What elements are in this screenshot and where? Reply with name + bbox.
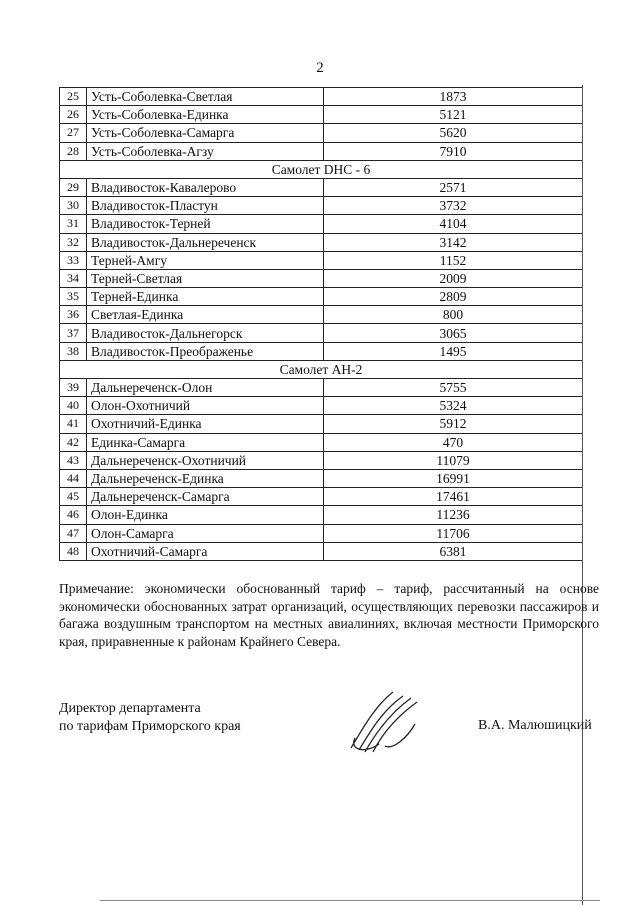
route-name: Владивосток-Преображенье xyxy=(87,342,324,360)
tariff-value: 11706 xyxy=(324,524,583,542)
tariff-value: 470 xyxy=(324,433,583,451)
row-number: 29 xyxy=(60,178,87,196)
row-number: 27 xyxy=(60,124,87,142)
route-name: Владивосток-Пластун xyxy=(87,197,324,215)
signer-position-line1: Директор департамента xyxy=(59,701,201,716)
route-name: Терней-Единка xyxy=(87,288,324,306)
row-number: 26 xyxy=(60,106,87,124)
table-row xyxy=(60,433,583,451)
table-row xyxy=(60,288,583,306)
table-row xyxy=(60,524,583,542)
scan-margin-line xyxy=(582,85,583,905)
route-name: Охотничий-Единка xyxy=(87,415,324,433)
tariff-value: 5755 xyxy=(324,379,583,397)
row-number: 45 xyxy=(60,488,87,506)
section-header-row xyxy=(60,160,583,178)
signer-position-line2: по тарифам Приморского края xyxy=(59,719,241,734)
route-name: Терней-Амгу xyxy=(87,251,324,269)
route-name: Олон-Самарга xyxy=(87,524,324,542)
tariff-value: 7910 xyxy=(324,142,583,160)
tariff-value: 11079 xyxy=(324,451,583,469)
section-header: Самолет АН-2 xyxy=(60,360,583,378)
table-row xyxy=(60,215,583,233)
row-number: 36 xyxy=(60,306,87,324)
table-row xyxy=(60,379,583,397)
route-name: Охотничий-Самарга xyxy=(87,542,324,560)
tariff-value: 3065 xyxy=(324,324,583,342)
row-number: 41 xyxy=(60,415,87,433)
tariff-value: 3732 xyxy=(324,197,583,215)
table-row xyxy=(60,233,583,251)
row-number: 37 xyxy=(60,324,87,342)
row-number: 28 xyxy=(60,142,87,160)
row-number: 48 xyxy=(60,542,87,560)
route-name: Терней-Светлая xyxy=(87,269,324,287)
tariff-value: 1873 xyxy=(324,88,583,106)
tariff-value: 2809 xyxy=(324,288,583,306)
table-row xyxy=(60,124,583,142)
table-row xyxy=(60,142,583,160)
route-name: Усть-Соболевка-Единка xyxy=(87,106,324,124)
table-row xyxy=(60,506,583,524)
tariff-value: 2571 xyxy=(324,178,583,196)
route-name: Усть-Соболевка-Светлая xyxy=(87,88,324,106)
route-name: Владивосток-Дальнегорск xyxy=(87,324,324,342)
tariff-value: 1152 xyxy=(324,251,583,269)
tariff-value: 17461 xyxy=(324,488,583,506)
table-row xyxy=(60,178,583,196)
row-number: 44 xyxy=(60,469,87,487)
tariff-value: 800 xyxy=(324,306,583,324)
tariff-value: 3142 xyxy=(324,233,583,251)
page-number: 2 xyxy=(316,60,324,76)
table-row xyxy=(60,106,583,124)
section-header-row xyxy=(60,360,583,378)
table-row xyxy=(60,306,583,324)
route-name: Дальнереченск-Единка xyxy=(87,469,324,487)
row-number: 46 xyxy=(60,506,87,524)
table-row xyxy=(60,251,583,269)
table-row xyxy=(60,269,583,287)
tariff-table xyxy=(59,87,583,561)
table-row xyxy=(60,324,583,342)
route-name: Владивосток-Терней xyxy=(87,215,324,233)
tariff-value: 5620 xyxy=(324,124,583,142)
row-number: 35 xyxy=(60,288,87,306)
row-number: 40 xyxy=(60,397,87,415)
tariff-value: 16991 xyxy=(324,469,583,487)
row-number: 30 xyxy=(60,197,87,215)
table-row xyxy=(60,342,583,360)
note-paragraph: Примечание: экономически обоснованный тариф – тариф, рассчитанный на основе экономически обоснованных затрат организаций, осуществляющих перевозки пассажиров и багажа воздушным транспортом на местных авиалиниях, включая местности Приморского края, приравненные к районам Крайнего Севера. xyxy=(59,581,599,649)
signer-name: В.А. Малюшицкий xyxy=(478,718,592,733)
route-name: Светлая-Единка xyxy=(87,306,324,324)
route-name: Владивосток-Кавалерово xyxy=(87,178,324,196)
row-number: 43 xyxy=(60,451,87,469)
tariff-value: 6381 xyxy=(324,542,583,560)
row-number: 39 xyxy=(60,379,87,397)
table-row xyxy=(60,88,583,106)
tariff-table-body xyxy=(60,88,583,561)
table-row xyxy=(60,397,583,415)
table-row xyxy=(60,488,583,506)
row-number: 42 xyxy=(60,433,87,451)
signer-position xyxy=(59,700,241,736)
route-name: Усть-Соболевка-Агзу xyxy=(87,142,324,160)
table-row xyxy=(60,415,583,433)
tariff-value: 11236 xyxy=(324,506,583,524)
route-name: Дальнереченск-Олон xyxy=(87,379,324,397)
section-header: Самолет DHC - 6 xyxy=(60,160,583,178)
tariff-value: 5121 xyxy=(324,106,583,124)
row-number: 31 xyxy=(60,215,87,233)
tariff-value: 2009 xyxy=(324,269,583,287)
row-number: 25 xyxy=(60,88,87,106)
table-row xyxy=(60,469,583,487)
route-name: Усть-Соболевка-Самарга xyxy=(87,124,324,142)
row-number: 38 xyxy=(60,342,87,360)
tariff-value: 5324 xyxy=(324,397,583,415)
route-name: Единка-Самарга xyxy=(87,433,324,451)
tariff-value: 4104 xyxy=(324,215,583,233)
route-name: Дальнереченск-Самарга xyxy=(87,488,324,506)
tariff-value: 5912 xyxy=(324,415,583,433)
route-name: Дальнереченск-Охотничий xyxy=(87,451,324,469)
route-name: Олон-Единка xyxy=(87,506,324,524)
route-name: Олон-Охотничий xyxy=(87,397,324,415)
tariff-value: 1495 xyxy=(324,342,583,360)
scan-bottom-line xyxy=(100,900,600,901)
route-name: Владивосток-Дальнереченск xyxy=(87,233,324,251)
handwritten-signature xyxy=(345,688,425,758)
row-number: 32 xyxy=(60,233,87,251)
row-number: 34 xyxy=(60,269,87,287)
table-row xyxy=(60,451,583,469)
table-row xyxy=(60,542,583,560)
row-number: 47 xyxy=(60,524,87,542)
row-number: 33 xyxy=(60,251,87,269)
table-row xyxy=(60,197,583,215)
